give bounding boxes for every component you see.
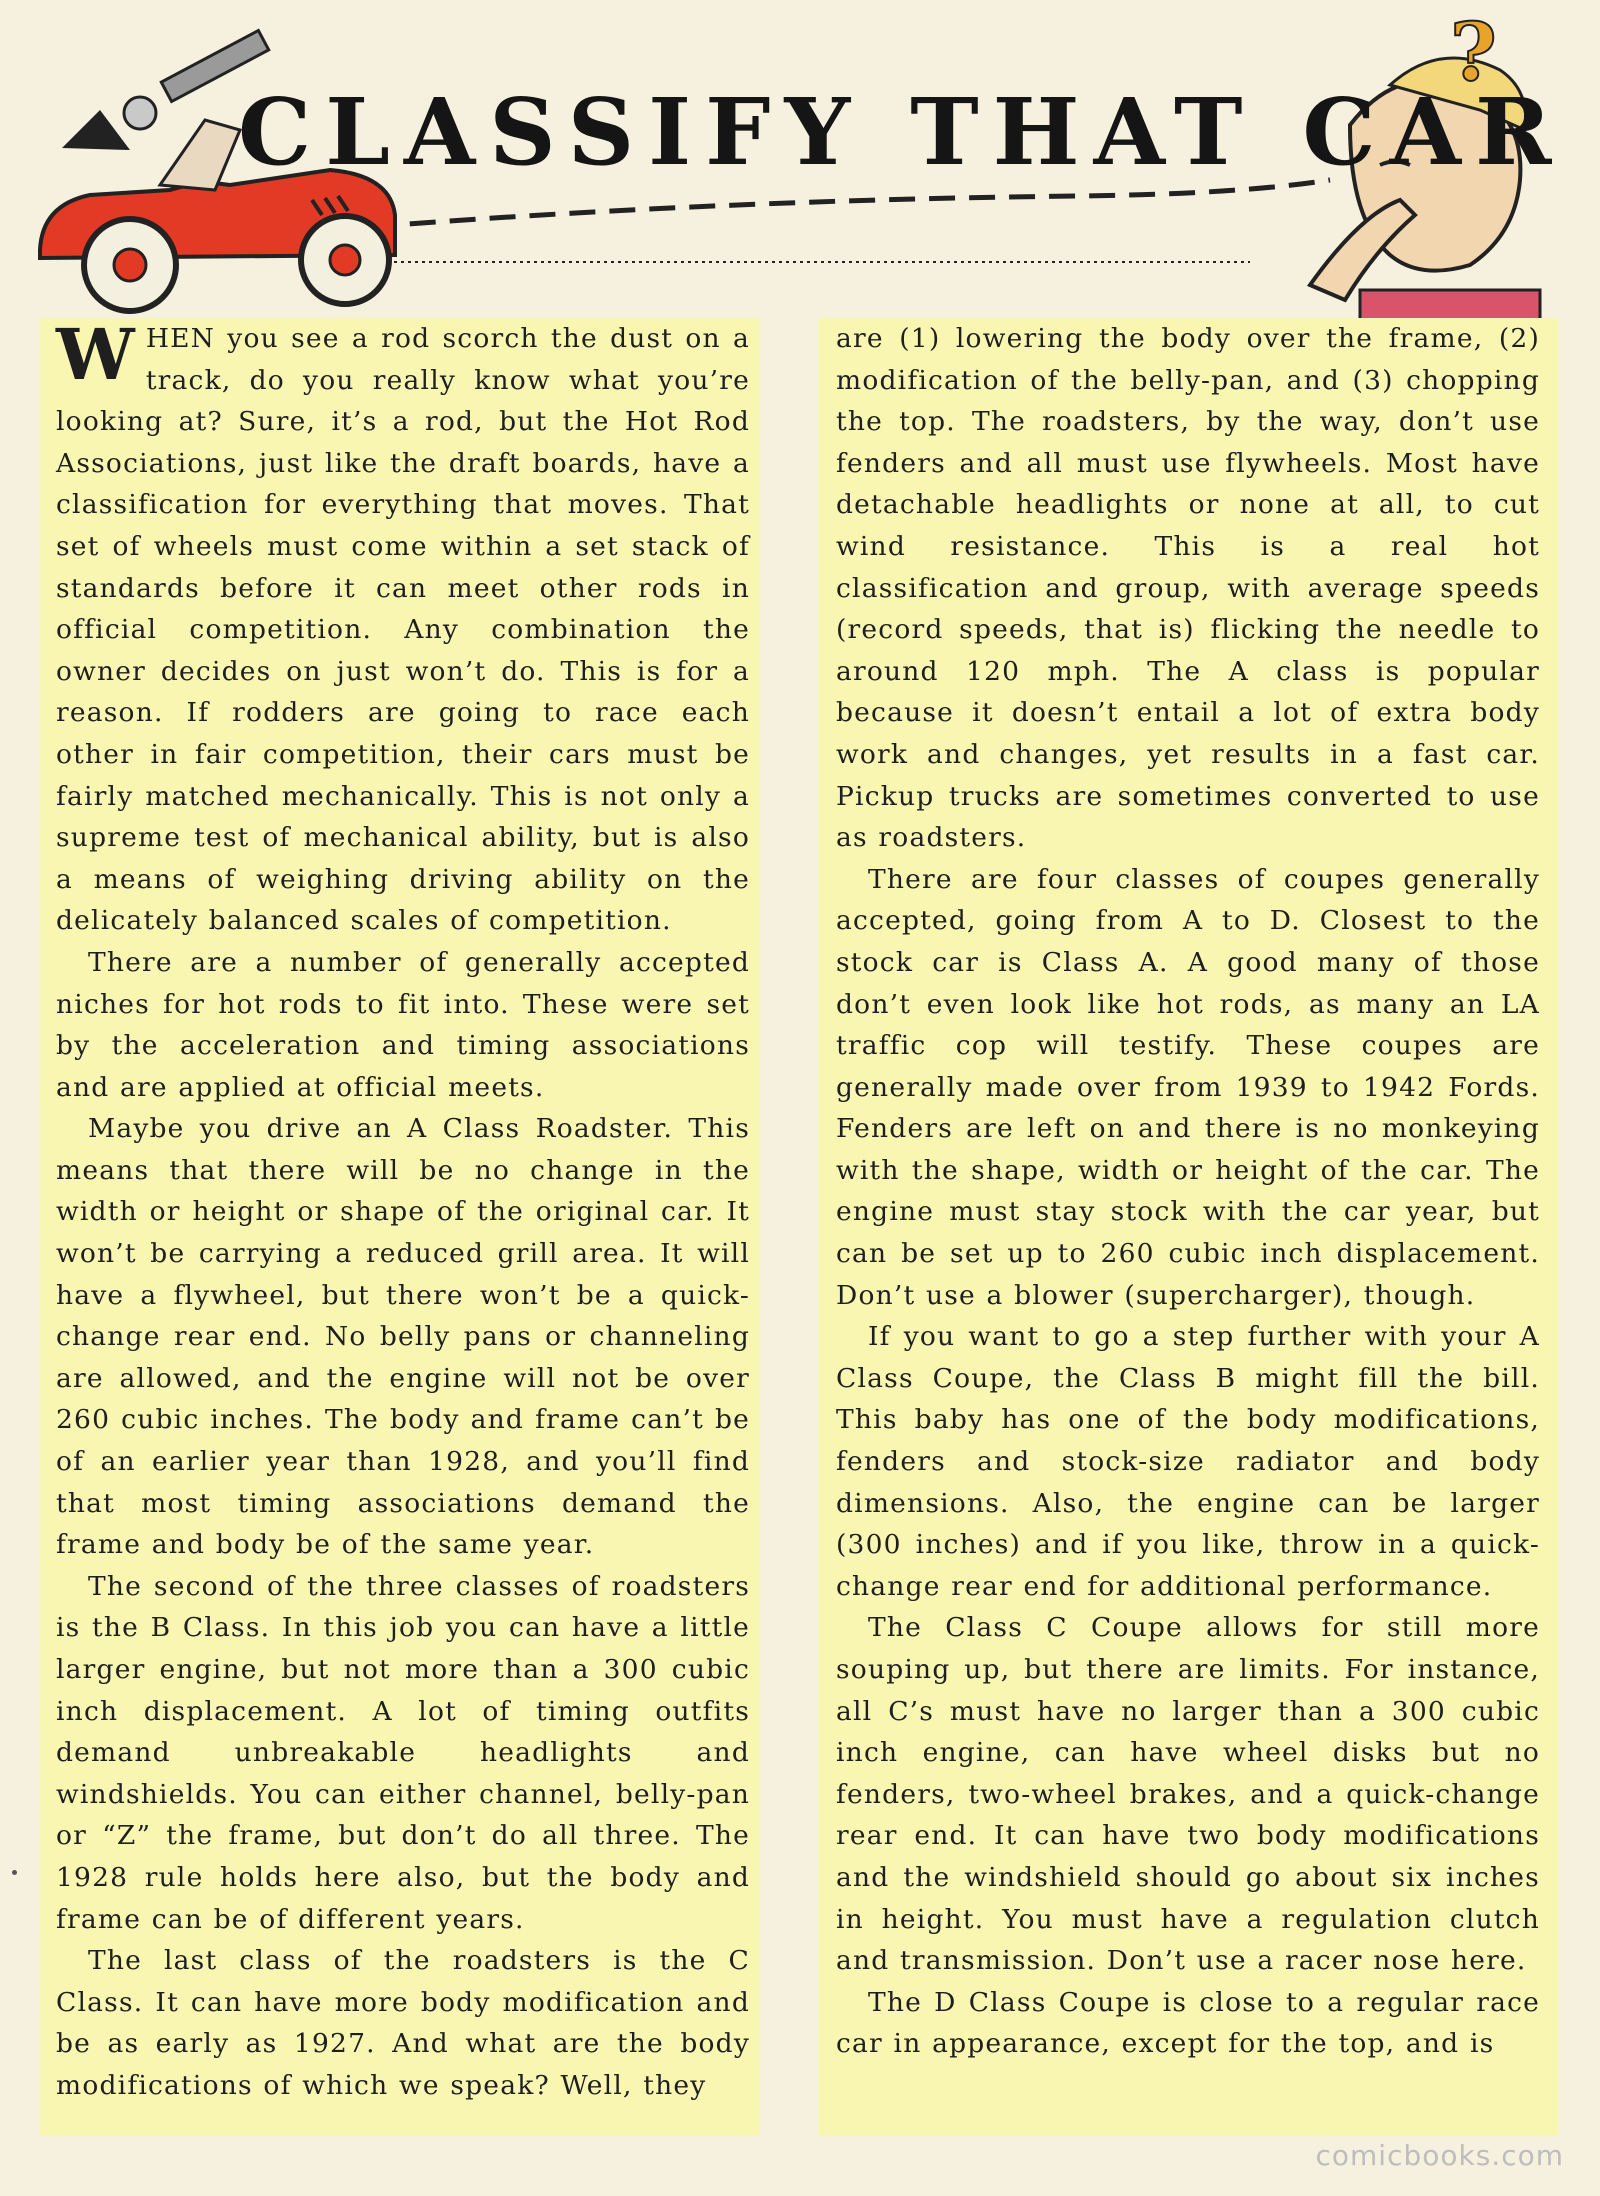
right-column xyxy=(818,318,1558,2136)
paragraph-5-start: The last class of the roadsters is the C Class. It can have more body modification and be as early as 1927. And what are the body modifications of which we speak? Well, they xyxy=(56,1945,750,2101)
paragraph-3: Maybe you drive an A Class Roadster. This means that there will be no change in the width or height or shape of the original car. It won’t be carrying a reduced grill area. It will have a flywheel, but there won’t be a quick-change rear end. No belly pans or channeling are allowed, and the engine will not be over 260 cubic inches. The body and frame can’t be of an earlier year than 1928, and you’ll find that most timing associations demand the frame and body be of the same year. xyxy=(56,1113,750,1561)
print-speck xyxy=(12,1870,17,1875)
paragraph-7: If you want to go a step further with your A Class Coupe, the Class B might fill the bill. This baby has one of the body modifications, fenders and stock-size radiator and body dimensions. Also, the engine can be larger (300 inches) and if you like, throw in a quick-change rear end for additional performance. xyxy=(836,1321,1540,1602)
paragraph-5-continued: are (1) lowering the body over the frame, (2) modification of the belly-pan, and (3) chopping the top. The roadsters, by the way, don’t use fenders and all must use flywheels. Most have detachable headlights or none at all, to cut wind resistance. This is a real hot classification and group, with average speeds (record speeds, that is) flicking the needle to around 120 mph. The A class is popular because it doesn’t entail a lot of extra body work and changes, yet results in a fast car. Pickup trucks are sometimes converted to use as roadsters. xyxy=(836,323,1540,854)
paragraph-9: The D Class Coupe is close to a regular race car in appearance, except for the top, and is xyxy=(836,1986,1540,2060)
speed-line-dashes xyxy=(330,180,1330,230)
svg-text:?: ? xyxy=(1450,5,1497,99)
paragraph-2: There are a number of generally accepted niches for hot rods to fit into. These were set by the acceleration and timing associations and are applied at official meets. xyxy=(56,946,750,1103)
watermark: comicbooks.com xyxy=(1315,2139,1564,2172)
paragraph-1 xyxy=(56,318,750,942)
paragraph-8: The Class C Coupe allows for still more souping up, but there are limits. For instance, all C’s must have no larger than a 300 cubic inch engine, can have wheel disks but no fenders, two-wheel brakes, and a quick-change rear end. It can have two body modifications and the windshield should go about six inches in height. You must have a regulation clutch and transmission. Don’t use a racer nose here. xyxy=(836,1612,1540,1977)
article-title: CLASSIFY THAT CAR xyxy=(238,78,1566,186)
paragraph-6: There are four classes of coupes generally accepted, going from A to D. Closest to the stock car is Class A. A good many of those don’t even look like hot rods, as many an LA traffic cop will testify. These coupes are generally made over from 1939 to 1942 Fords. Fenders are left on and there is no monkeying with the shape, width or height of the car. The engine must stay stock with the car year, but can be set up to 260 cubic inch displacement. Don’t use a blower (supercharger), though. xyxy=(836,863,1540,1311)
drop-cap: W xyxy=(56,318,136,396)
left-column xyxy=(40,318,760,2136)
paragraph-4: The second of the three classes of roadsters is the B Class. In this job you can have a little larger engine, but not more than a 300 cubic inch displacement. A lot of timing outfits demand unbreakable headlights and windshields. You can either channel, belly-pan or “Z” the frame, but don’t do all three. The 1928 rule holds here also, but the body and frame can be of different years. xyxy=(56,1570,750,1935)
paragraph-1-text: HEN you see a rod scorch the dust on a track, do you really know what you’re looking at? Sure, it’s a rod, but the Hot Rod Associations, just like the draft boards, have a classification for everything that moves. That set of wheels must come within a set stack of standards before it can meet other rods in official competition. Any combination the owner decides on just won’t do. This is for a reason. If rodders are going to race each other in fair competition, their cars must be fairly matched mechanically. This is not only a supreme test of mechanical ability, but is also a means of weighing driving ability on the delicately balanced scales of competition. xyxy=(56,323,750,937)
article-header xyxy=(0,0,1600,330)
